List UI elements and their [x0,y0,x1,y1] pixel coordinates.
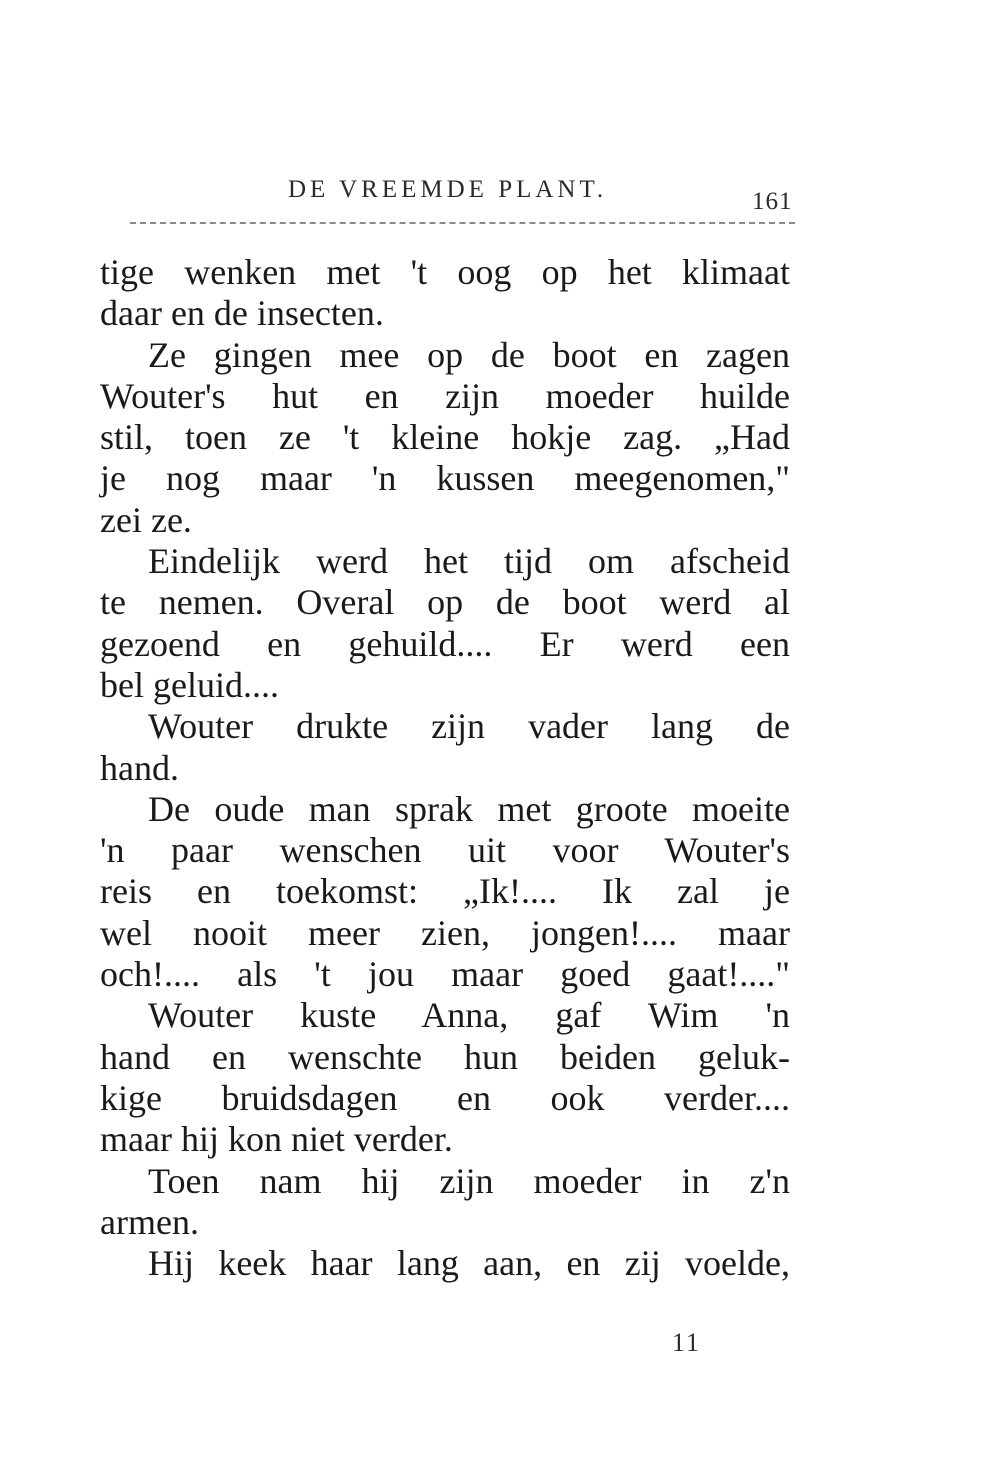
text-line: 'n paar wenschen uit voor Wouter's [100,830,790,871]
text-line: hand. [100,747,179,788]
text-line: Eindelijk werd het tijd om afscheid [148,541,790,582]
text-line: och!.... als 't jou maar goed gaat!...." [100,954,790,995]
text-line: wel nooit meer zien, jongen!.... maar [100,912,790,953]
text-line: Wouter's hut en zijn moeder huilde [100,375,790,416]
running-title: DE VREEMDE PLANT. [288,176,608,203]
text-line: tige wenken met 't oog op het klimaat [100,252,790,292]
text-line: stil, toen ze 't kleine hokje zag. „Had [100,417,790,458]
text-line: hand en wenschte hun beiden geluk- [100,1036,790,1077]
text-line: gezoend en gehuild.... Er werd een [100,623,790,664]
text-line: bel geluid.... [100,664,279,705]
text-line: Wouter kuste Anna, gaf Wim 'n [148,995,790,1036]
signature-mark: 11 [672,1328,702,1357]
text-line: zei ze. [100,499,192,540]
header-rule [130,222,795,224]
text-line: armen. [100,1201,199,1242]
text-line: je nog maar 'n kussen meegenomen," [100,458,790,499]
body-text [100,252,790,1284]
text-line: Ze gingen mee op de boot en zagen [148,334,790,375]
text-line: daar en de insecten. [100,293,384,334]
text-line: maar hij kon niet verder. [100,1119,453,1160]
page-number: 161 [752,188,793,215]
text-line: De oude man sprak met groote moeite [148,788,790,829]
text-line: reis en toekomst: „Ik!.... Ik zal je [100,871,790,912]
text-line: te nemen. Overal op de boot werd al [100,582,790,623]
text-line: Wouter drukte zijn vader lang de [148,706,790,747]
text-line: Hij keek haar lang aan, en zij voelde, [148,1243,790,1284]
text-line: Toen nam hij zijn moeder in z'n [148,1160,790,1201]
text-line: kige bruidsdagen en ook verder.... [100,1077,790,1118]
